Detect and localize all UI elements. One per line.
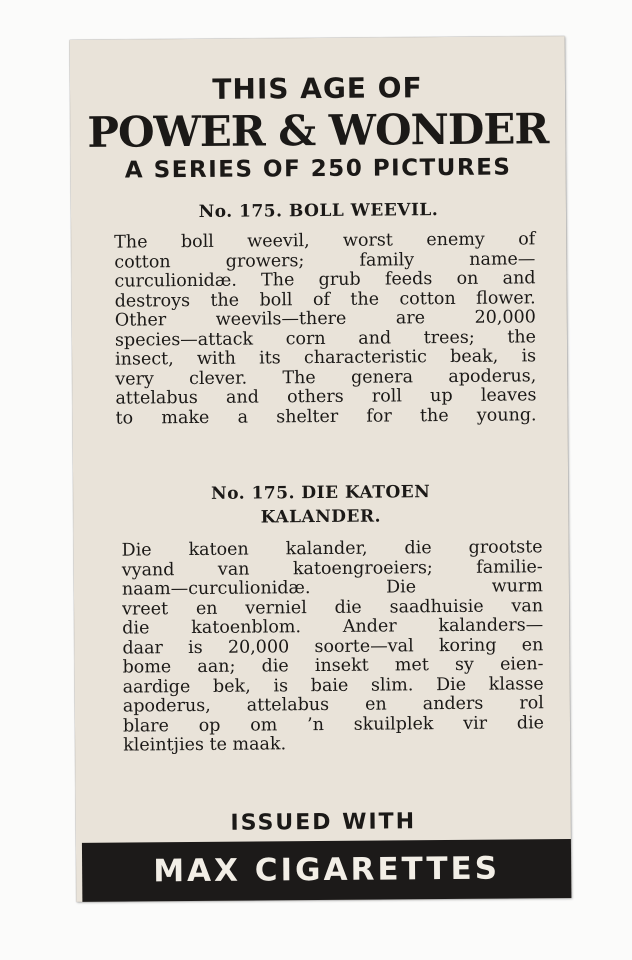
english-description [114, 230, 537, 428]
text-line: The boll weevil, worst enemy of [114, 229, 536, 253]
text-line: vreet en verniel die saadhuisie van [122, 595, 544, 620]
issued-with-label: ISSUED WITH [230, 809, 417, 836]
text-line: attelabus and others roll up leaves [115, 385, 537, 409]
text-line: cotton growers; family name— [114, 248, 536, 273]
series-title-line1: THIS AGE OF [212, 71, 423, 106]
text-line: die katoenblom. Ander kalanders— [122, 615, 544, 639]
text-line: to make a shelter for the young. [115, 404, 537, 429]
text-line: destroys the boll of the cotton flower. [114, 287, 536, 312]
series-title: POWER & WONDER [87, 104, 549, 157]
series-subtitle: A SERIES OF 250 PICTURES [124, 154, 512, 184]
text-line: daar is 20,000 soorte—val koring en [122, 634, 544, 659]
afrikaans-heading-line2: KALANDER. [260, 506, 382, 528]
afrikaans-description [122, 538, 545, 756]
text-line: very clever. The genera apoderus, [115, 365, 537, 390]
text-line: kleintjies te maak. [123, 734, 287, 756]
text-line: vyand van katoengroeiers; familie- [121, 556, 543, 581]
english-heading: No. 175. BOLL WEEVIL. [198, 200, 439, 222]
text-line: insect, with its characteristic beak, is [115, 346, 537, 370]
text-line: bome aan; die insekt met sy eien- [122, 654, 544, 678]
text-line: Die katoen kalander, die grootste [121, 537, 543, 561]
afrikaans-heading-line1: No. 175. DIE KATOEN [211, 482, 431, 504]
text-line: curculionidæ. The grub feeds on and [114, 268, 536, 292]
cigarette-card-back [70, 36, 572, 902]
text-line: Other weevils—there are 20,000 [114, 307, 536, 331]
text-line: apoderus, attelabus en anders rol [122, 693, 544, 717]
text-line: blare op om ’n skuilplek vir die [122, 712, 545, 737]
text-line: naam—curculionidæ. Die wurm [121, 576, 544, 600]
brand-band [82, 839, 571, 902]
text-line: aardige bek, is baie slim. Die klasse [122, 673, 544, 698]
brand-name: MAX CIGARETTES [153, 850, 501, 890]
text-line: species—attack corn and trees; the [114, 326, 537, 351]
